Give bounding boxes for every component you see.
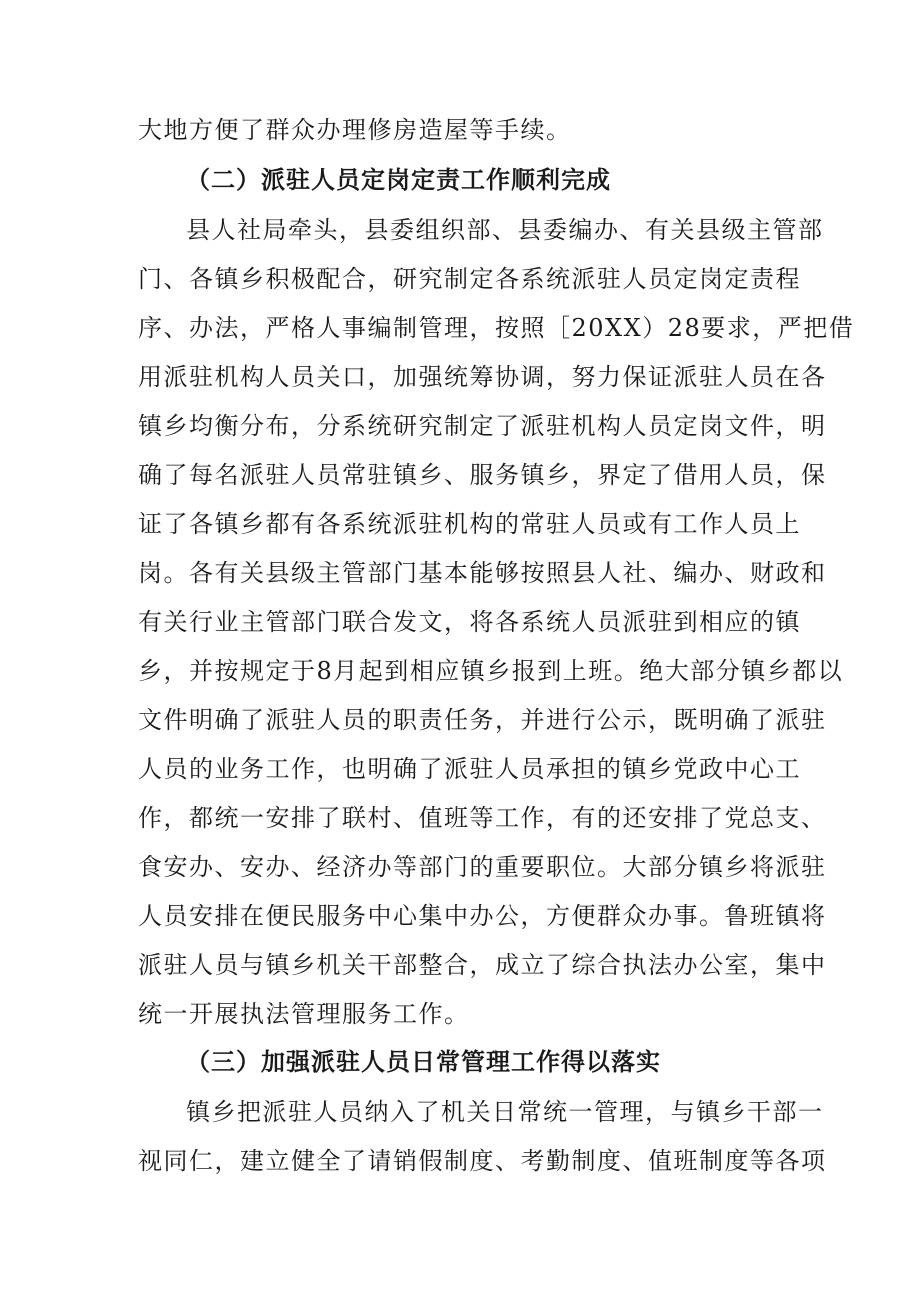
- body-text-line: 镇乡把派驻人员纳入了机关日常统一管理，与镇乡干部一: [186, 1098, 824, 1126]
- body-text-line: 人员安排在便民服务中心集中办公，方便群众办事。鲁班镇将: [138, 902, 827, 930]
- section-heading-3: （三）加强派驻人员日常管理工作得以落实: [186, 1047, 661, 1076]
- body-text-line: 大地方便了群众办理修房造屋等手续。: [138, 116, 572, 144]
- body-text-line: 确了每名派驻人员常驻镇乡、服务镇乡，界定了借用人员，保: [138, 461, 827, 489]
- body-text-line: 岗。各有关县级主管部门基本能够按照县人社、编办、财政和: [138, 559, 827, 587]
- body-text-line: 食安办、安办、经济办等部门的重要职位。大部分镇乡将派驻: [138, 853, 827, 881]
- section-heading-2: （二）派驻人员定岗定责工作顺利完成: [186, 165, 611, 194]
- body-text-line: 县人社局牵头，县委组织部、县委编办、有关县级主管部: [186, 216, 824, 244]
- body-text-line: 镇乡均衡分布，分系统研究制定了派驻机构人员定岗文件，明: [138, 412, 827, 440]
- body-text-line: 作，都统一安排了联村、值班等工作，有的还安排了党总支、: [138, 804, 827, 832]
- body-text-line: 乡，并按规定于8月起到相应镇乡报到上班。绝大部分镇乡都以: [138, 657, 844, 685]
- body-text-line: 派驻人员与镇乡机关干部整合，成立了综合执法办公室，集中: [138, 951, 827, 979]
- body-text-line: 人员的业务工作，也明确了派驻人员承担的镇乡党政中心工: [138, 755, 801, 783]
- body-text-line: 文件明确了派驻人员的职责任务，并进行公示，既明确了派驻: [138, 706, 827, 734]
- body-text-line: 统一开展执法管理服务工作。: [138, 1000, 470, 1028]
- body-text-line: 门、各镇乡积极配合，研究制定各系统派驻人员定岗定责程: [138, 265, 801, 293]
- body-text-line: 视同仁，建立健全了请销假制度、考勤制度、值班制度等各项: [138, 1147, 827, 1175]
- body-text-line: 有关行业主管部门联合发文，将各系统人员派驻到相应的镇: [138, 608, 801, 636]
- body-text-line: 证了各镇乡都有各系统派驻机构的常驻人员或有工作人员上: [138, 510, 801, 538]
- body-text-line: 用派驻机构人员关口，加强统筹协调，努力保证派驻人员在各: [138, 363, 827, 391]
- body-text-line: 序、办法，严格人事编制管理，按照［20XX）28要求，严把借: [138, 314, 855, 342]
